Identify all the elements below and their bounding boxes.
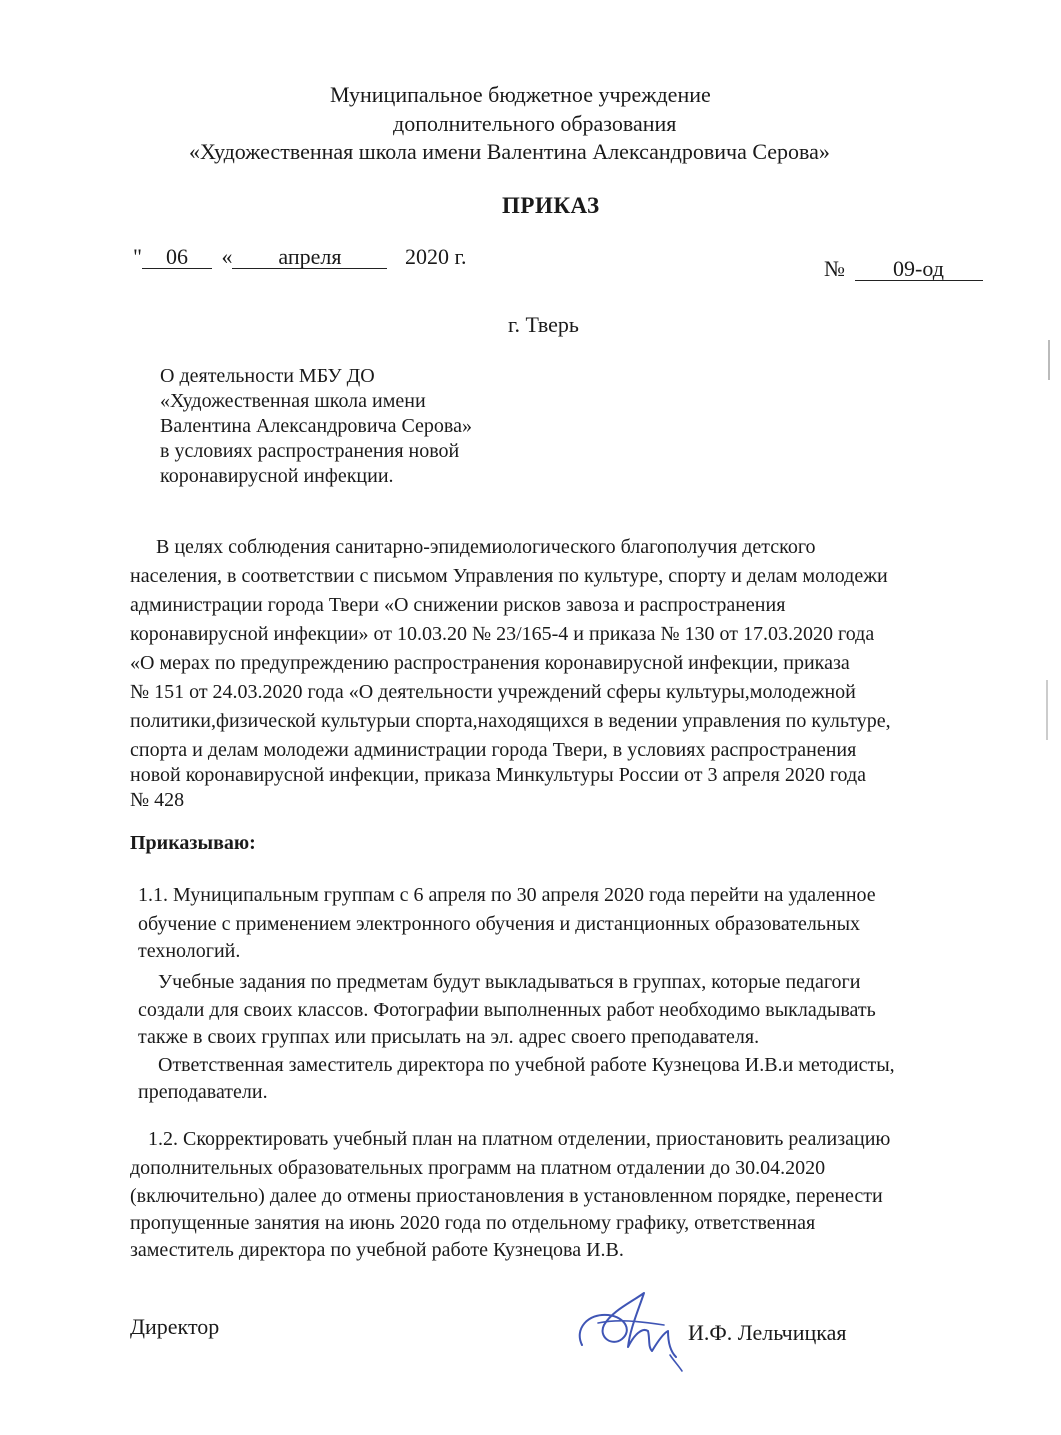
- item-line: 1.2. Скорректировать учебный план на платном отделении, приостановить реализацию: [148, 1128, 891, 1150]
- date-line: [133, 244, 467, 270]
- signature-position: Директор: [130, 1314, 220, 1339]
- date-mid-quote: «: [221, 244, 233, 269]
- item-line: 1.1. Муниципальным группам с 6 апреля по 30 апреля 2020 года перейти на удаленное: [138, 884, 876, 906]
- item-line: (включительно) далее до отмены приостановления в установленном порядке, перенести: [130, 1185, 883, 1207]
- preamble-line: спорта и делам молодежи администрации города Твери, в условиях распространения: [130, 739, 857, 761]
- item-line: пропущенные занятия на июнь 2020 года по отдельному графику, ответственная: [130, 1212, 816, 1234]
- subject-line: Валентина Александровича Серова»: [160, 415, 472, 437]
- scan-edge-mark: [1048, 340, 1050, 380]
- preamble-line: № 428: [130, 789, 185, 811]
- order-number: 09-од: [855, 258, 983, 281]
- item-line: технологий.: [138, 940, 241, 962]
- doc-title: ПРИКАЗ: [502, 193, 600, 218]
- preamble-line: «О мерах по предупреждению распространения коронавирусной инфекции, приказа: [130, 652, 850, 674]
- preamble-line: В целях соблюдения санитарно-эпидемиологического благополучия детского: [156, 536, 816, 558]
- item-line: заместитель директора по учебной работе Кузнецова И.В.: [130, 1239, 624, 1261]
- item-line: обучение с применением электронного обучения и дистанционных образовательных: [138, 913, 861, 935]
- date-year: 2020 г.: [404, 244, 467, 269]
- subject-line: коронавирусной инфекции.: [160, 465, 394, 487]
- preamble-line: политики,физической культурыи спорта,находящихся в ведении управления по культуре,: [130, 710, 891, 732]
- preamble-line: администрации города Твери «О снижении рисков завоза и распространения: [130, 594, 786, 616]
- date-month: апреля: [232, 246, 387, 269]
- preamble-line: новой коронавирусной инфекции, приказа Минкультуры России от 3 апреля 2020 года: [130, 764, 867, 786]
- preamble-line: № 151 от 24.03.2020 года «О деятельности учреждений сферы культуры,молодежной: [130, 681, 856, 703]
- preamble-line: коронавирусной инфекции» от 10.03.20 № 23/165-4 и приказа № 130 от 17.03.2020 года: [130, 623, 875, 645]
- city: г. Тверь: [508, 312, 579, 337]
- handwritten-signature: [568, 1285, 688, 1375]
- org-name-line-1: Муниципальное бюджетное учреждение: [330, 82, 711, 107]
- org-name-line-2: дополнительного образования: [393, 111, 677, 136]
- signature-name: И.Ф. Лельчицкая: [688, 1320, 847, 1345]
- subject-line: О деятельности МБУ ДО: [160, 365, 375, 387]
- date-open-quote: ": [133, 244, 142, 269]
- subject-line: «Художественная школа имени: [160, 390, 426, 412]
- item-line: дополнительных образовательных программ на платном отдалении до 30.04.2020: [130, 1157, 826, 1179]
- subject-line: в условиях распространения новой: [160, 440, 460, 462]
- item-line: преподаватели.: [138, 1081, 268, 1103]
- date-day: 06: [142, 246, 212, 269]
- item-line: Ответственная заместитель директора по учебной работе Кузнецова И.В.и методисты,: [158, 1054, 895, 1076]
- preamble-line: населения, в соответствии с письмом Управления по культуре, спорту и делам молодежи: [130, 565, 888, 587]
- item-line: Учебные задания по предметам будут выкладываться в группах, которые педагоги: [158, 971, 861, 993]
- scan-edge-mark: [1046, 680, 1048, 740]
- order-word: Приказываю:: [130, 832, 256, 854]
- org-name-line-3: «Художественная школа имени Валентина Александровича Серова»: [189, 139, 830, 164]
- number-sign: №: [824, 256, 845, 281]
- item-line: создали для своих классов. Фотографии выполненных работ необходимо выкладывать: [138, 999, 876, 1021]
- item-line: также в своих группах или присылать на эл. адрес своего преподавателя.: [138, 1026, 760, 1048]
- order-number-line: [824, 256, 983, 282]
